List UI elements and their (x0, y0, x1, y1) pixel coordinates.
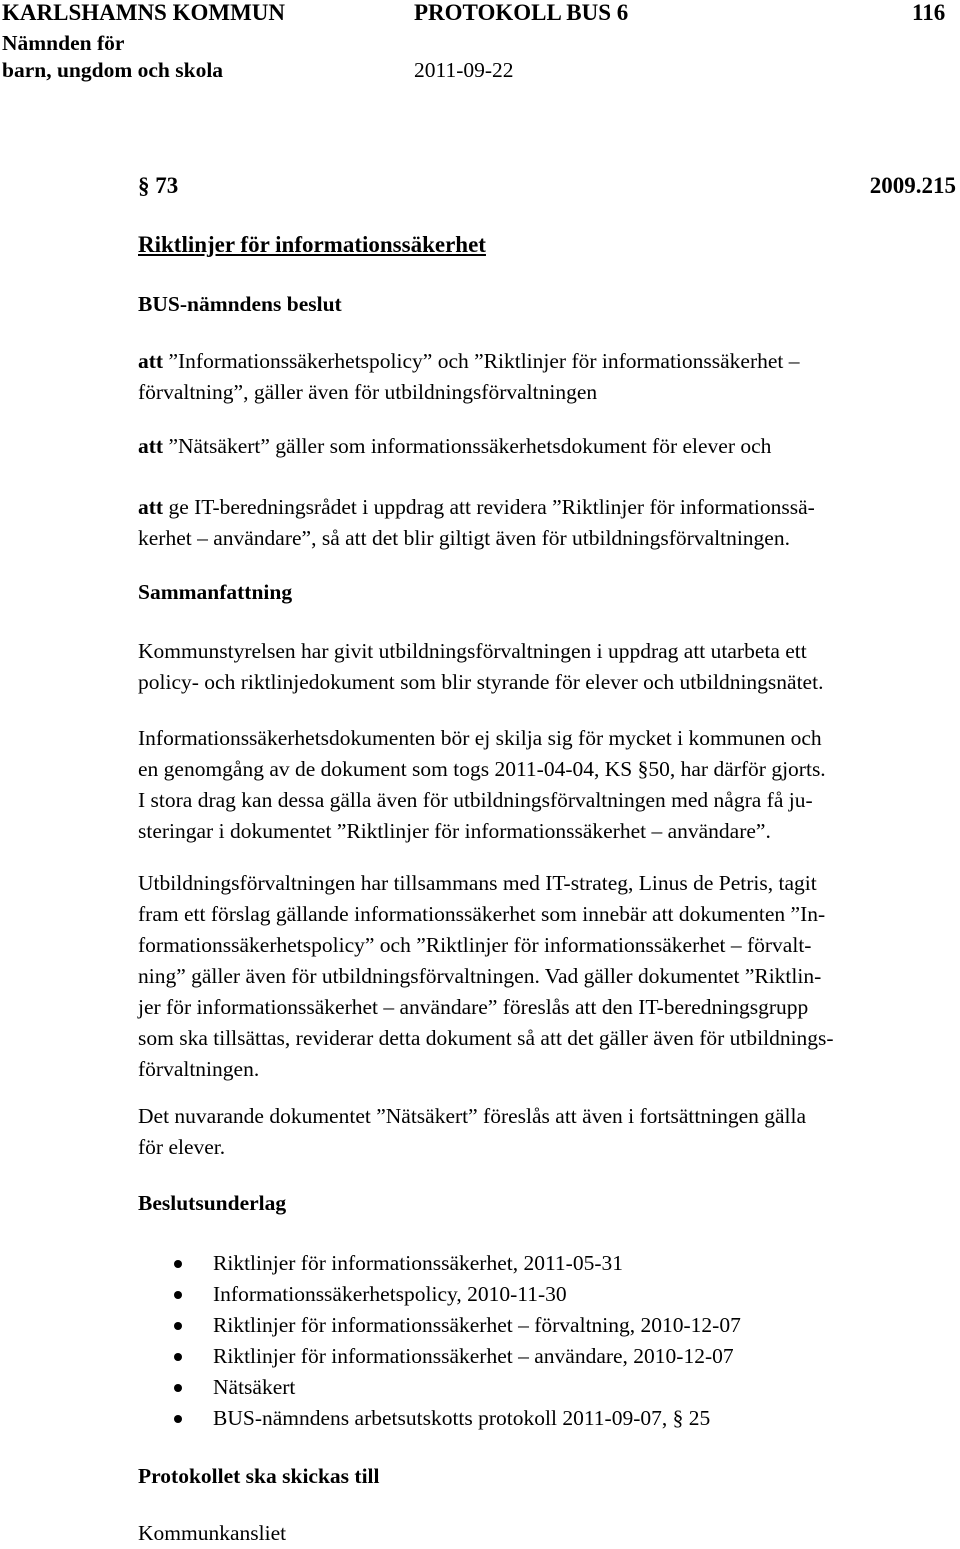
basis-item-text: BUS-nämndens arbetsutskotts protokoll 2011-09-07, § 25 (213, 1406, 711, 1430)
bullet-icon (174, 1260, 182, 1268)
distribution-recipient: Kommunkansliet (138, 1521, 287, 1545)
decision-text: kerhet – användare”, så att det blir giltigt även för utbildningsförvaltningen. (138, 526, 790, 550)
basis-item-text: Riktlinjer för informationssäkerhet – förvaltning, 2010-12-07 (213, 1313, 741, 1337)
header-org: KARLSHAMNS KOMMUN (2, 0, 286, 25)
bullet-icon (174, 1384, 182, 1392)
basis-heading: Beslutsunderlag (138, 1191, 287, 1215)
decision-heading: BUS-nämndens beslut (138, 292, 342, 316)
text-line: steringar i dokumentet ”Riktlinjer för informationssäkerhet – användare”. (138, 819, 771, 843)
basis-list-item (138, 1372, 295, 1403)
section-title: Riktlinjer för informationssäkerhet (138, 232, 486, 257)
basis-list-item (138, 1248, 623, 1279)
header-committee-line2: barn, ungdom och skola (2, 58, 224, 82)
summary-paragraph-4 (138, 1101, 950, 1163)
decision-text: ge IT-beredningsrådet i uppdrag att revidera ”Riktlinjer för informationssä- (163, 495, 815, 519)
basis-list-item (138, 1403, 710, 1434)
bullet-icon (174, 1353, 182, 1361)
section-dnr: 2009.215 (869, 173, 956, 198)
basis-item-text: Nätsäkert (213, 1375, 296, 1399)
text-line: policy- och riktlinjedokument som blir styrande för elever och utbildningsnätet. (138, 670, 824, 694)
summary-paragraph-3 (138, 868, 950, 1085)
text-line: Utbildningsförvaltningen har tillsammans med IT-strateg, Linus de Petris, tagit (138, 871, 817, 895)
text-line: Kommunstyrelsen har givit utbildningsförvaltningen i uppdrag att utarbeta ett (138, 639, 807, 663)
text-line: en genomgång av de dokument som togs 2011-04-04, KS §50, har därför gjorts. (138, 757, 826, 781)
summary-heading: Sammanfattning (138, 580, 293, 604)
text-line: förvaltningen. (138, 1057, 260, 1081)
decision-paragraph-2 (138, 431, 950, 462)
header-committee-line1: Nämnden för (2, 31, 125, 55)
basis-list-item (138, 1341, 734, 1372)
text-line: Informationssäkerhetsdokumenten bör ej skilja sig för mycket i kommunen och (138, 726, 822, 750)
section-heading-row (138, 170, 956, 201)
att-keyword: att (138, 349, 164, 373)
decision-text: förvaltning”, gäller även för utbildningsförvaltningen (138, 380, 598, 404)
summary-paragraph-2 (138, 723, 950, 847)
summary-paragraph-1 (138, 636, 950, 698)
att-keyword: att (138, 495, 164, 519)
decision-text: ”Informationssäkerhetspolicy” och ”Riktlinjer för informationssäkerhet – (163, 349, 800, 373)
bullet-icon (174, 1322, 182, 1330)
basis-list-item (138, 1310, 741, 1341)
header-page-number: 116 (912, 0, 946, 25)
text-line: I stora drag kan dessa gälla även för utbildningsförvaltningen med några få ju- (138, 788, 813, 812)
decision-text: ”Nätsäkert” gäller som informationssäkerhetsdokument för elever och (163, 434, 772, 458)
header-date: 2011-09-22 (414, 58, 514, 82)
decision-paragraph-1 (138, 346, 950, 408)
att-keyword: att (138, 434, 164, 458)
text-line: Det nuvarande dokumentet ”Nätsäkert” föreslås att även i fortsättningen gälla (138, 1104, 807, 1128)
text-line: fram ett förslag gällande informationssäkerhet som innebär att dokumenten ”In- (138, 902, 826, 926)
basis-list-item (138, 1279, 567, 1310)
text-line: ning” gäller även för utbildningsförvaltningen. Vad gäller dokumentet ”Riktlin- (138, 964, 822, 988)
text-line: formationssäkerhetspolicy” och ”Riktlinjer för informationssäkerhet – förvalt- (138, 933, 812, 957)
bullet-icon (174, 1415, 182, 1423)
text-line: jer för informationssäkerhet – användare” föreslås att den IT-beredningsgrupp (138, 995, 809, 1019)
header-doc-title: PROTOKOLL BUS 6 (414, 0, 629, 25)
text-line: som ska tillsättas, reviderar detta dokument så att det gäller även för utbildnings- (138, 1026, 834, 1050)
distribution-heading: Protokollet ska skickas till (138, 1464, 380, 1488)
decision-paragraph-3 (138, 492, 950, 554)
section-number: § 73 (138, 173, 179, 198)
basis-item-text: Informationssäkerhetspolicy, 2010-11-30 (213, 1282, 567, 1306)
bullet-icon (174, 1291, 182, 1299)
basis-item-text: Riktlinjer för informationssäkerhet – användare, 2010-12-07 (213, 1344, 734, 1368)
text-line: för elever. (138, 1135, 226, 1159)
basis-item-text: Riktlinjer för informationssäkerhet, 2011-05-31 (213, 1251, 624, 1275)
